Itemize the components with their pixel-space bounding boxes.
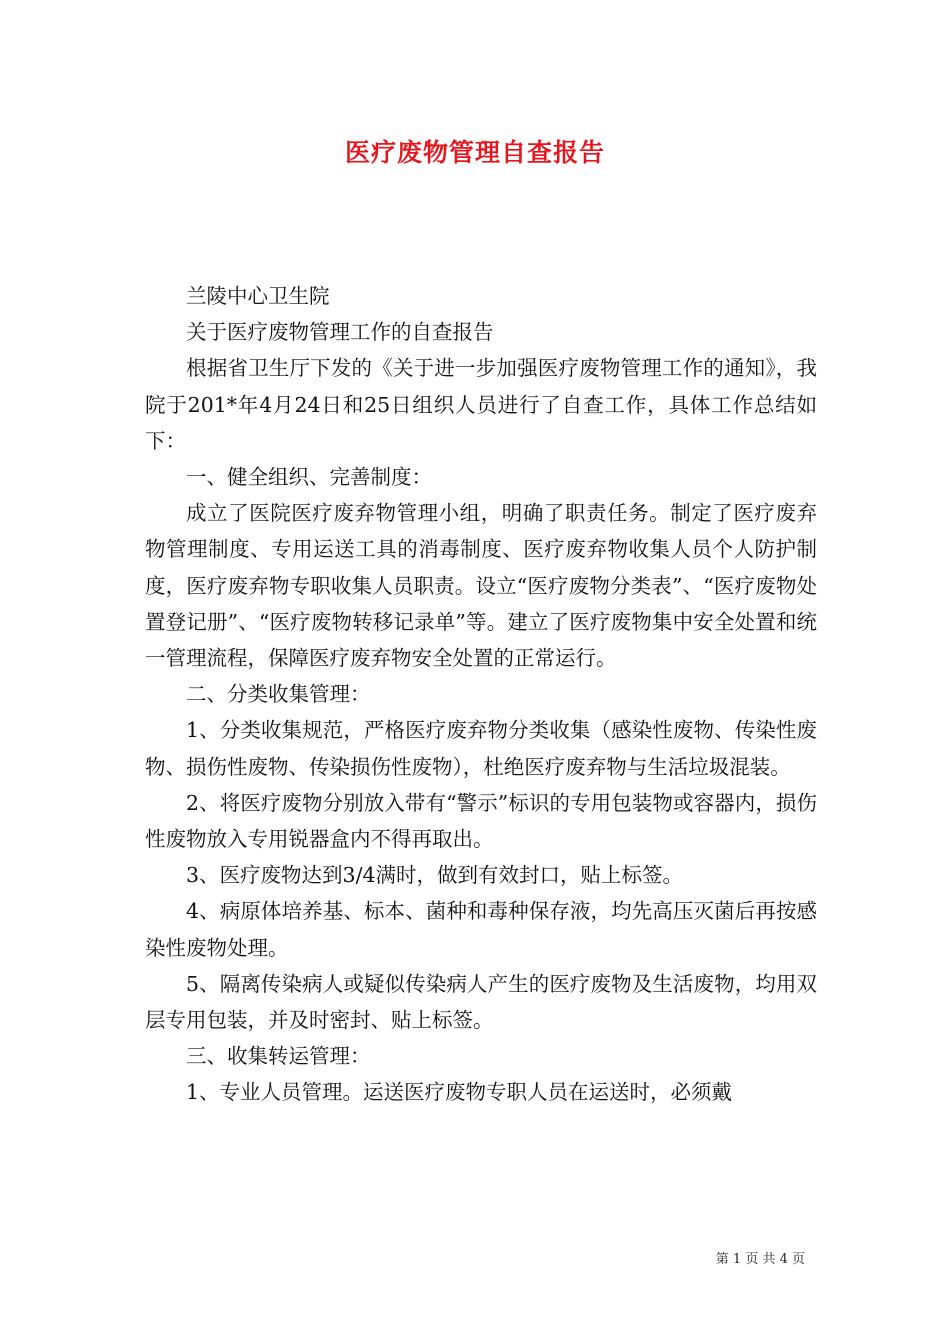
section-3-item-1: 1、专业人员管理。运送医疗废物专职人员在运送时，必须戴 xyxy=(186,1080,733,1105)
section-1-paragraph: 成立了医院医疗废弃物管理小组，明确了职责任务。制定了医疗废弃物管理制度、专用运送工具的消毒制度、医疗废弃物收集人员个人防护制度，医疗废弃物专职收集人员职责。设立“医疗废物分类表”、“医疗废物处置登记册”、“医疗废物转移记录单”等。建立了医疗废物集中安全处置和统一管理流程，保障医疗废弃物安全处置的正常运行。 xyxy=(145,501,817,671)
section-heading-3: 三、收集转运管理： xyxy=(186,1044,371,1069)
section-heading-1: 一、健全组织、完善制度： xyxy=(186,465,432,490)
report-subtitle: 关于医疗废物管理工作的自查报告 xyxy=(186,320,494,345)
section-heading-2: 二、分类收集管理： xyxy=(186,682,371,707)
document-title: 医疗废物管理自查报告 xyxy=(344,138,605,167)
page-number-footer: 第 1 页 共 4 页 xyxy=(715,1252,805,1267)
section-2-item-1: 1、分类收集规范，严格医疗废弃物分类收集（感染性废物、传染性废物、损伤性废物、传染损伤性废物），杜绝医疗废弃物与生活垃圾混装。 xyxy=(145,718,817,779)
document-body xyxy=(145,278,817,1111)
section-2-item-5: 5、隔离传染病人或疑似传染病人产生的医疗废物及生活废物，均用双层专用包装，并及时密封、贴上标签。 xyxy=(145,971,817,1033)
section-2-item-4: 4、病原体培养基、标本、菌种和毒种保存液，均先高压灭菌后再按感染性废物处理。 xyxy=(145,899,817,960)
organization-name: 兰陵中心卫生院 xyxy=(186,284,330,308)
section-2-item-3: 3、医疗废物达到3/4满时，做到有效封口，贴上标签。 xyxy=(186,863,684,888)
intro-paragraph: 根据省卫生厅下发的《关于进一步加强医疗废物管理工作的通知》，我院于201*年4月24日和25日组织人员进行了自查工作，具体工作总结如下： xyxy=(145,356,817,453)
section-2-item-2: 2、将医疗废物分别放入带有“警示”标识的专用包装物或容器内，损伤性废物放入专用锐器盒内不得再取出。 xyxy=(145,790,817,852)
